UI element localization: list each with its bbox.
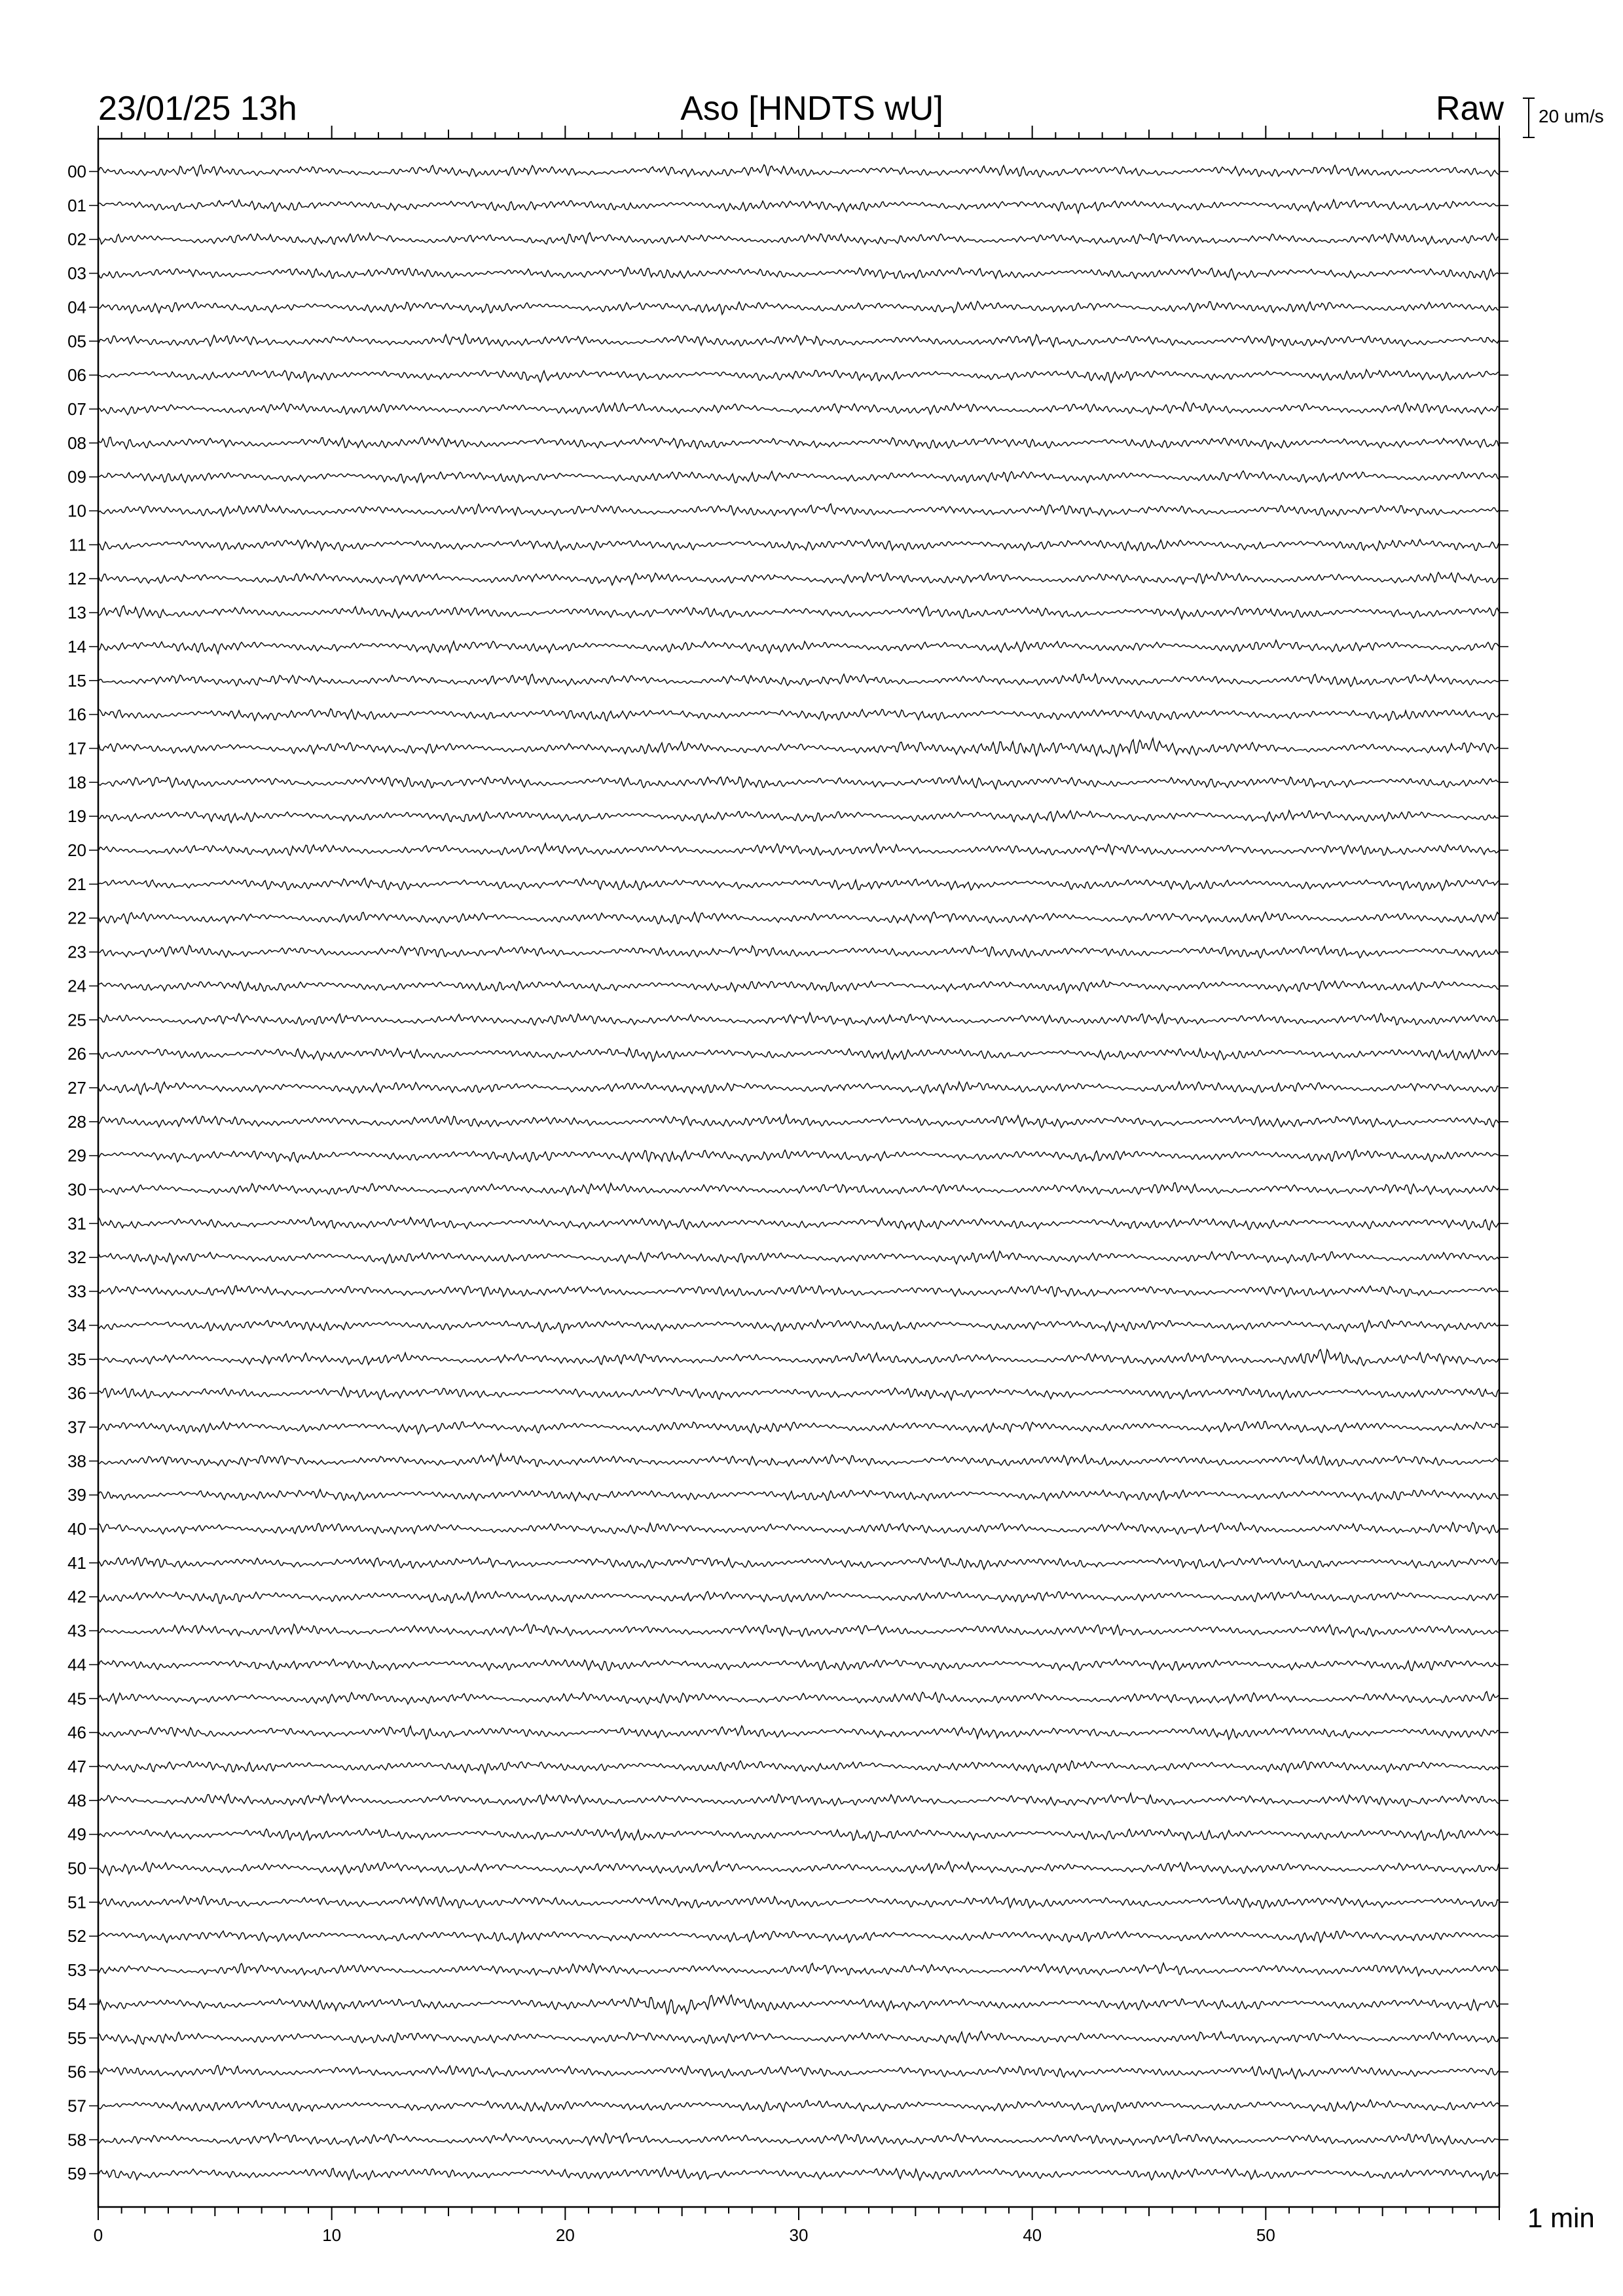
trace-row-46	[99, 1726, 1499, 1740]
trace-row-04	[99, 301, 1499, 314]
amplitude-scale-label: 20 um/s	[1539, 106, 1604, 126]
trace-row-07	[99, 402, 1499, 414]
row-label: 12	[67, 569, 86, 589]
row-label: 25	[67, 1010, 86, 1030]
trace-row-28	[99, 1115, 1499, 1128]
row-label: 46	[67, 1723, 86, 1743]
trace-row-25	[99, 1013, 1499, 1025]
x-axis-unit-label: 1 min	[1527, 2202, 1595, 2233]
row-label: 40	[67, 1519, 86, 1539]
trace-row-13	[99, 606, 1499, 619]
row-label: 26	[67, 1044, 86, 1064]
trace-row-06	[99, 370, 1499, 383]
trace-row-43	[99, 1624, 1499, 1637]
x-tick-label: 30	[789, 2225, 809, 2245]
trace-row-39	[99, 1490, 1499, 1501]
trace-row-53	[99, 1963, 1499, 1976]
trace-row-32	[99, 1251, 1499, 1265]
trace-row-35	[99, 1350, 1499, 1366]
row-label: 39	[67, 1485, 86, 1505]
trace-row-37	[99, 1422, 1499, 1435]
row-label: 57	[67, 2096, 86, 2116]
row-label: 22	[67, 908, 86, 928]
row-label: 35	[67, 1349, 86, 1369]
trace-row-01	[99, 200, 1499, 213]
row-label: 21	[67, 874, 86, 894]
row-label: 55	[67, 2028, 86, 2048]
trace-row-44	[99, 1659, 1499, 1671]
trace-row-38	[99, 1454, 1499, 1466]
trace-row-02	[99, 233, 1499, 245]
trace-row-52	[99, 1931, 1499, 1943]
trace-row-55	[99, 2032, 1499, 2045]
trace-row-45	[99, 1692, 1499, 1704]
row-label: 11	[69, 535, 86, 555]
trace-row-22	[99, 912, 1499, 924]
row-label: 00	[67, 162, 86, 181]
row-label: 37	[67, 1417, 86, 1437]
row-label: 02	[67, 229, 86, 249]
row-label: 48	[67, 1790, 86, 1810]
row-label: 38	[67, 1451, 86, 1471]
trace-row-49	[99, 1829, 1499, 1841]
trace-row-54	[99, 1995, 1499, 2014]
trace-row-09	[99, 471, 1499, 483]
trace-row-11	[99, 539, 1499, 550]
trace-row-50	[99, 1861, 1499, 1875]
trace-row-56	[99, 2066, 1499, 2079]
row-label: 19	[67, 806, 86, 827]
trace-row-16	[99, 709, 1499, 721]
axes-group	[67, 126, 1508, 2245]
row-label: 43	[67, 1621, 86, 1641]
row-label: 09	[67, 467, 86, 487]
row-label: 41	[67, 1552, 86, 1573]
amplitude-scale-bar	[1523, 98, 1535, 137]
row-label: 08	[67, 433, 86, 453]
station-title: Aso [HNDTS wU]	[680, 90, 943, 128]
trace-row-59	[99, 2168, 1499, 2180]
trace-row-08	[99, 437, 1499, 449]
trace-row-15	[99, 674, 1499, 687]
row-label: 42	[67, 1587, 86, 1607]
trace-row-23	[99, 946, 1499, 958]
x-tick-label: 50	[1256, 2225, 1275, 2245]
row-label: 05	[67, 331, 86, 351]
row-label: 16	[67, 704, 86, 725]
row-label: 18	[67, 772, 86, 793]
trace-row-00	[99, 165, 1499, 177]
row-label: 27	[67, 1077, 86, 1098]
row-label: 20	[67, 840, 86, 860]
trace-row-05	[99, 334, 1499, 347]
x-tick-label: 40	[1023, 2225, 1042, 2245]
row-label: 44	[67, 1655, 86, 1675]
row-label: 17	[67, 738, 86, 759]
trace-row-41	[99, 1558, 1499, 1570]
row-label: 01	[67, 195, 86, 215]
x-tick-label: 10	[322, 2225, 342, 2245]
trace-row-33	[99, 1285, 1499, 1297]
x-tick-label: 20	[555, 2225, 575, 2245]
trace-row-27	[99, 1082, 1499, 1095]
trace-row-51	[99, 1896, 1499, 1909]
trace-row-48	[99, 1793, 1499, 1806]
trace-row-19	[99, 810, 1499, 823]
trace-row-10	[99, 504, 1499, 516]
trace-row-24	[99, 980, 1499, 993]
trace-row-14	[99, 640, 1499, 654]
trace-row-12	[99, 573, 1499, 585]
trace-row-40	[99, 1522, 1499, 1534]
row-label: 24	[67, 976, 86, 996]
row-label: 54	[67, 1994, 86, 2014]
row-label: 33	[67, 1282, 86, 1302]
row-label: 29	[67, 1145, 86, 1166]
trace-row-57	[99, 2100, 1499, 2112]
trace-row-03	[99, 268, 1499, 280]
row-label: 58	[67, 2130, 86, 2150]
trace-row-42	[99, 1591, 1499, 1604]
row-label: 32	[67, 1247, 86, 1268]
trace-group	[99, 165, 1499, 2180]
row-label: 15	[67, 670, 86, 691]
trace-row-34	[99, 1320, 1499, 1333]
trace-row-26	[99, 1049, 1499, 1062]
row-label: 45	[67, 1689, 86, 1709]
row-label: 30	[67, 1179, 86, 1200]
x-tick-label: 0	[93, 2225, 103, 2245]
trace-row-17	[99, 738, 1499, 757]
row-label: 50	[67, 1858, 86, 1878]
trace-row-21	[99, 878, 1499, 891]
row-label: 59	[67, 2164, 86, 2184]
row-label: 23	[67, 942, 86, 962]
row-label: 04	[67, 297, 86, 317]
trace-row-18	[99, 776, 1499, 789]
row-label: 13	[67, 603, 86, 623]
row-label: 53	[67, 1960, 86, 1981]
trace-row-29	[99, 1150, 1499, 1162]
plot-frame	[98, 139, 1499, 2207]
row-label: 56	[67, 2062, 86, 2082]
trace-row-36	[99, 1388, 1499, 1400]
trace-row-20	[99, 844, 1499, 855]
row-label: 31	[67, 1213, 86, 1234]
row-label: 07	[67, 399, 86, 419]
row-label: 10	[67, 501, 86, 521]
row-label: 51	[67, 1892, 86, 1912]
row-label: 14	[67, 636, 86, 656]
row-label: 47	[67, 1756, 86, 1776]
trace-row-58	[99, 2133, 1499, 2145]
row-label: 06	[67, 365, 86, 386]
trace-row-47	[99, 1761, 1499, 1773]
row-label: 36	[67, 1383, 86, 1403]
date-hour-label: 23/01/25 13h	[98, 90, 297, 128]
row-label: 52	[67, 1926, 86, 1946]
trace-row-31	[99, 1217, 1499, 1230]
row-label: 49	[67, 1824, 86, 1844]
row-label: 34	[67, 1315, 86, 1335]
trace-row-30	[99, 1183, 1499, 1195]
row-label: 03	[67, 263, 86, 283]
row-label: 28	[67, 1111, 86, 1132]
mode-label: Raw	[1435, 90, 1504, 128]
